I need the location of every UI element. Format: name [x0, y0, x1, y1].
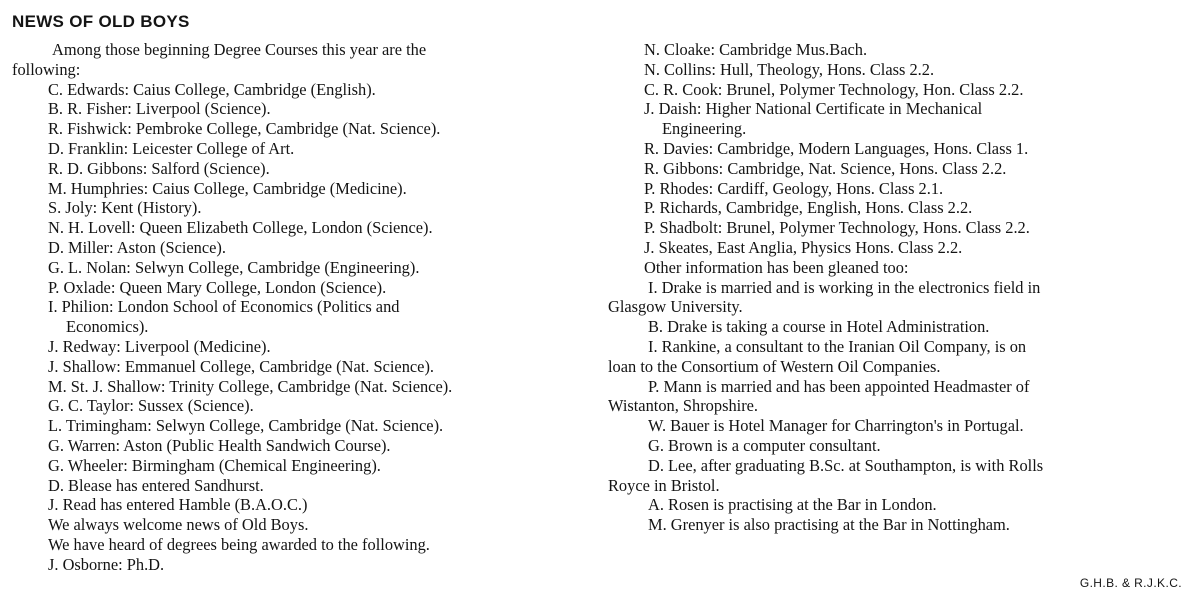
daish-line-2: Engineering.	[662, 119, 747, 139]
list-item: G. Warren: Aston (Public Health Sandwich Course).	[48, 435, 391, 455]
list-item: N. Collins: Hull, Theology, Hons. Class 2.2.	[644, 59, 935, 79]
list-item: S. Joly: Kent (History).	[48, 198, 202, 218]
lee-rest-line: Royce in Bristol.	[608, 475, 720, 495]
list-item: D. Franklin: Leicester College of Art.	[48, 138, 295, 158]
grenyer-paragraph: M. Grenyer is also practising at the Bar in Nottingham.	[648, 515, 1010, 535]
intro-paragraph	[12, 40, 598, 80]
list-item: P. Oxlade: Queen Mary College, London (Science).	[48, 277, 387, 297]
mann-paragraph	[608, 377, 1186, 417]
list-item-philion	[12, 297, 598, 337]
list-item: G. C. Taylor: Sussex (Science).	[48, 396, 254, 416]
rosen-paragraph: A. Rosen is practising at the Bar in London.	[648, 495, 937, 515]
drake-b-paragraph: B. Drake is taking a course in Hotel Administration.	[648, 317, 990, 337]
list-item: G. Wheeler: Birmingham (Chemical Engineering).	[48, 455, 381, 475]
list-item: B. R. Fisher: Liverpool (Science).	[48, 99, 271, 119]
list-item: R. Gibbons: Cambridge, Nat. Science, Hons. Class 2.2.	[644, 158, 1007, 178]
list-item: R. D. Gibbons: Salford (Science).	[48, 158, 270, 178]
list-item: L. Trimingham: Selwyn College, Cambridge (Nat. Science).	[48, 416, 444, 436]
drake-i-first-line: I. Drake is married and is working in the electronics field in	[648, 277, 1041, 297]
intro-rest-line: following:	[12, 59, 81, 79]
list-item: J. Shallow: Emmanuel College, Cambridge (Nat. Science).	[48, 356, 434, 376]
list-item: D. Blease has entered Sandhurst.	[48, 475, 264, 495]
list-item: G. L. Nolan: Selwyn College, Cambridge (Engineering).	[48, 257, 420, 277]
philion-line-2: Economics).	[66, 317, 149, 337]
list-item: D. Miller: Aston (Science).	[48, 237, 226, 257]
author-initials: G.H.B. & R.J.K.C.	[1079, 576, 1182, 590]
brown-paragraph: G. Brown is a computer consultant.	[648, 435, 881, 455]
list-item: J. Skeates, East Anglia, Physics Hons. Class 2.2.	[644, 237, 963, 257]
lee-paragraph	[608, 456, 1186, 496]
list-item: C. R. Cook: Brunel, Polymer Technology, Hon. Class 2.2.	[644, 79, 1024, 99]
mann-first-line: P. Mann is married and has been appointed Headmaster of	[648, 376, 1030, 396]
list-item: J. Redway: Liverpool (Medicine).	[48, 336, 271, 356]
drake-i-rest-line: Glasgow University.	[608, 297, 743, 317]
article-title: NEWS OF OLD BOYS	[12, 12, 190, 31]
intro-first-line: Among those beginning Degree Courses this year are the	[52, 40, 427, 59]
mann-rest-line: Wistanton, Shropshire.	[608, 396, 759, 416]
daish-line-1: J. Daish: Higher National Certificate in Mechanical	[644, 99, 983, 119]
list-item: J. Read has entered Hamble (B.A.O.C.)	[48, 495, 308, 515]
list-item: We always welcome news of Old Boys.	[48, 515, 309, 535]
rankine-first-line: I. Rankine, a consultant to the Iranian Oil Company, is on	[648, 336, 1027, 356]
drake-i-paragraph	[608, 278, 1186, 318]
left-column	[12, 40, 598, 575]
rankine-paragraph	[608, 337, 1186, 377]
list-item: J. Osborne: Ph.D.	[48, 554, 165, 574]
list-item: Other information has been gleaned too:	[644, 257, 909, 277]
bauer-paragraph: W. Bauer is Hotel Manager for Charrington's in Portugal.	[648, 416, 1024, 436]
list-item: N. H. Lovell: Queen Elizabeth College, London (Science).	[48, 218, 433, 238]
list-item: M. Humphries: Caius College, Cambridge (Medicine).	[48, 178, 407, 198]
list-item: P. Rhodes: Cardiff, Geology, Hons. Class 2.1.	[644, 178, 944, 198]
list-item: R. Fishwick: Pembroke College, Cambridge (Nat. Science).	[48, 119, 441, 139]
list-item: We have heard of degrees being awarded to the following.	[48, 534, 430, 554]
lee-first-line: D. Lee, after graduating B.Sc. at Southampton, is with Rolls	[648, 455, 1044, 475]
philion-line-1: I. Philion: London School of Economics (Politics and	[48, 297, 400, 317]
list-item: P. Richards, Cambridge, English, Hons. Class 2.2.	[644, 198, 973, 218]
list-item: M. St. J. Shallow: Trinity College, Cambridge (Nat. Science).	[48, 376, 453, 396]
right-column	[608, 40, 1186, 535]
list-item: C. Edwards: Caius College, Cambridge (English).	[48, 79, 376, 99]
rankine-rest-line: loan to the Consortium of Western Oil Companies.	[608, 356, 941, 376]
list-item: R. Davies: Cambridge, Modern Languages, Hons. Class 1.	[644, 138, 1029, 158]
list-item: N. Cloake: Cambridge Mus.Bach.	[644, 40, 868, 59]
list-item: P. Shadbolt: Brunel, Polymer Technology, Hons. Class 2.2.	[644, 218, 1030, 238]
list-item-daish	[608, 99, 1186, 139]
